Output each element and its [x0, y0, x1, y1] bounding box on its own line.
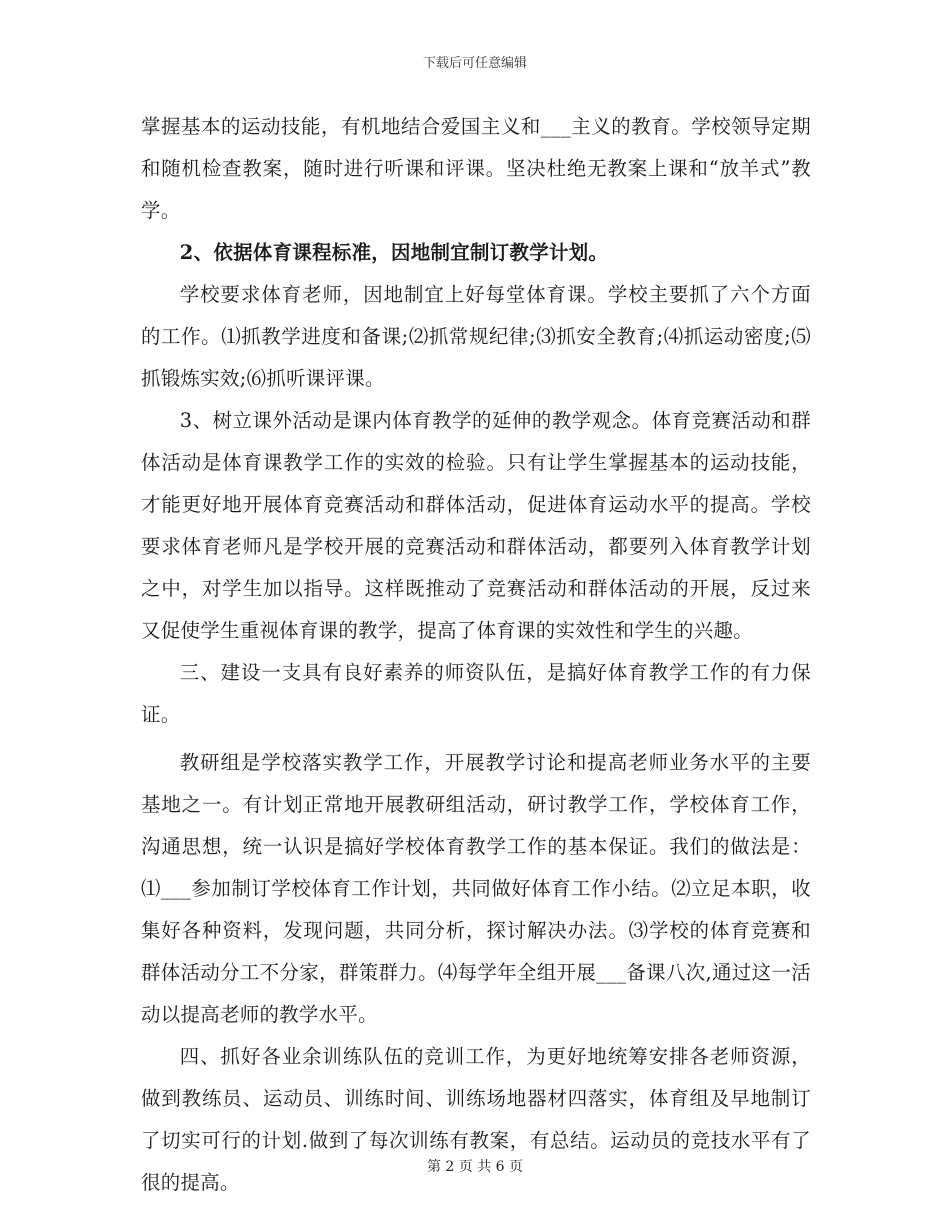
document-body [141, 106, 811, 1204]
paragraph-4: 3、树立课外活动是课内体育教学的延伸的教学观念。体育竞赛活动和群体活动是体育课教学工作的实效的检验。只有让学生掌握基本的运动技能，才能更好地开展体育竞赛活动和群体活动，促进体育运动水平的提高。学校要求体育老师凡是学校开展的竞赛活动和群体活动，都要列入体育教学计划之中，对学生加以指导。这样既推动了竞赛活动和群体活动的开展，反过来又促使学生重视体育课的教学，提高了体育课的实效性和学生的兴趣。 [141, 409, 811, 642]
page-header: 下载后可任意编辑 [422, 56, 527, 71]
paragraph-6: 教研组是学校落实教学工作，开展教学讨论和提高老师业务水平的主要基地之一。有计划正常地开展教研组活动，研讨教学工作，学校体育工作，沟通思想，统一认识是搞好学校体育教学工作的基本保证。我们的做法是：⑴___参加制订学校体育工作计划，共同做好体育工作小结。⑵立足本职，收集好各种资料，发现问题，共同分析，探讨解决办法。⑶学校的体育竞赛和群体活动分工不分家，群策群力。⑷每学年全组开展___备课八次,通过这一活动以提高老师的教学水平。 [141, 751, 811, 1026]
section-heading-3: 三、建设一支具有良好素养的师资队伍，是搞好体育教学工作的有力保证。 [141, 661, 811, 726]
paragraph-1: 掌握基本的运动技能，有机地结合爱国主义和___主义的教育。学校领导定期和随机检查教案，随时进行听课和评课。坚决杜绝无教案上课和“放羊式”教学。 [141, 115, 811, 222]
paragraph-7: 四、抓好各业余训练队伍的竞训工作，为更好地统筹安排各老师资源，做到教练员、运动员、训练时间、训练场地器材四落实，体育组及早地制订了切实可行的计划.做到了每次训练有教案，有总结。运动员的竞技水平有了很的提高。 [141, 1045, 811, 1194]
paragraph-3: 学校要求体育老师，因地制宜上好每堂体育课。学校主要抓了六个方面的工作。⑴抓教学进度和备课;⑵抓常规纪律;⑶抓安全教育;⑷抓运动密度;⑸抓锻炼实效;⑹抓听课评课。 [141, 283, 811, 390]
page-footer: 第 2 页 共 6 页 [426, 1159, 524, 1175]
section-heading-2: 2、依据体育课程标准，因地制宜制订教学计划。 [179, 241, 609, 264]
